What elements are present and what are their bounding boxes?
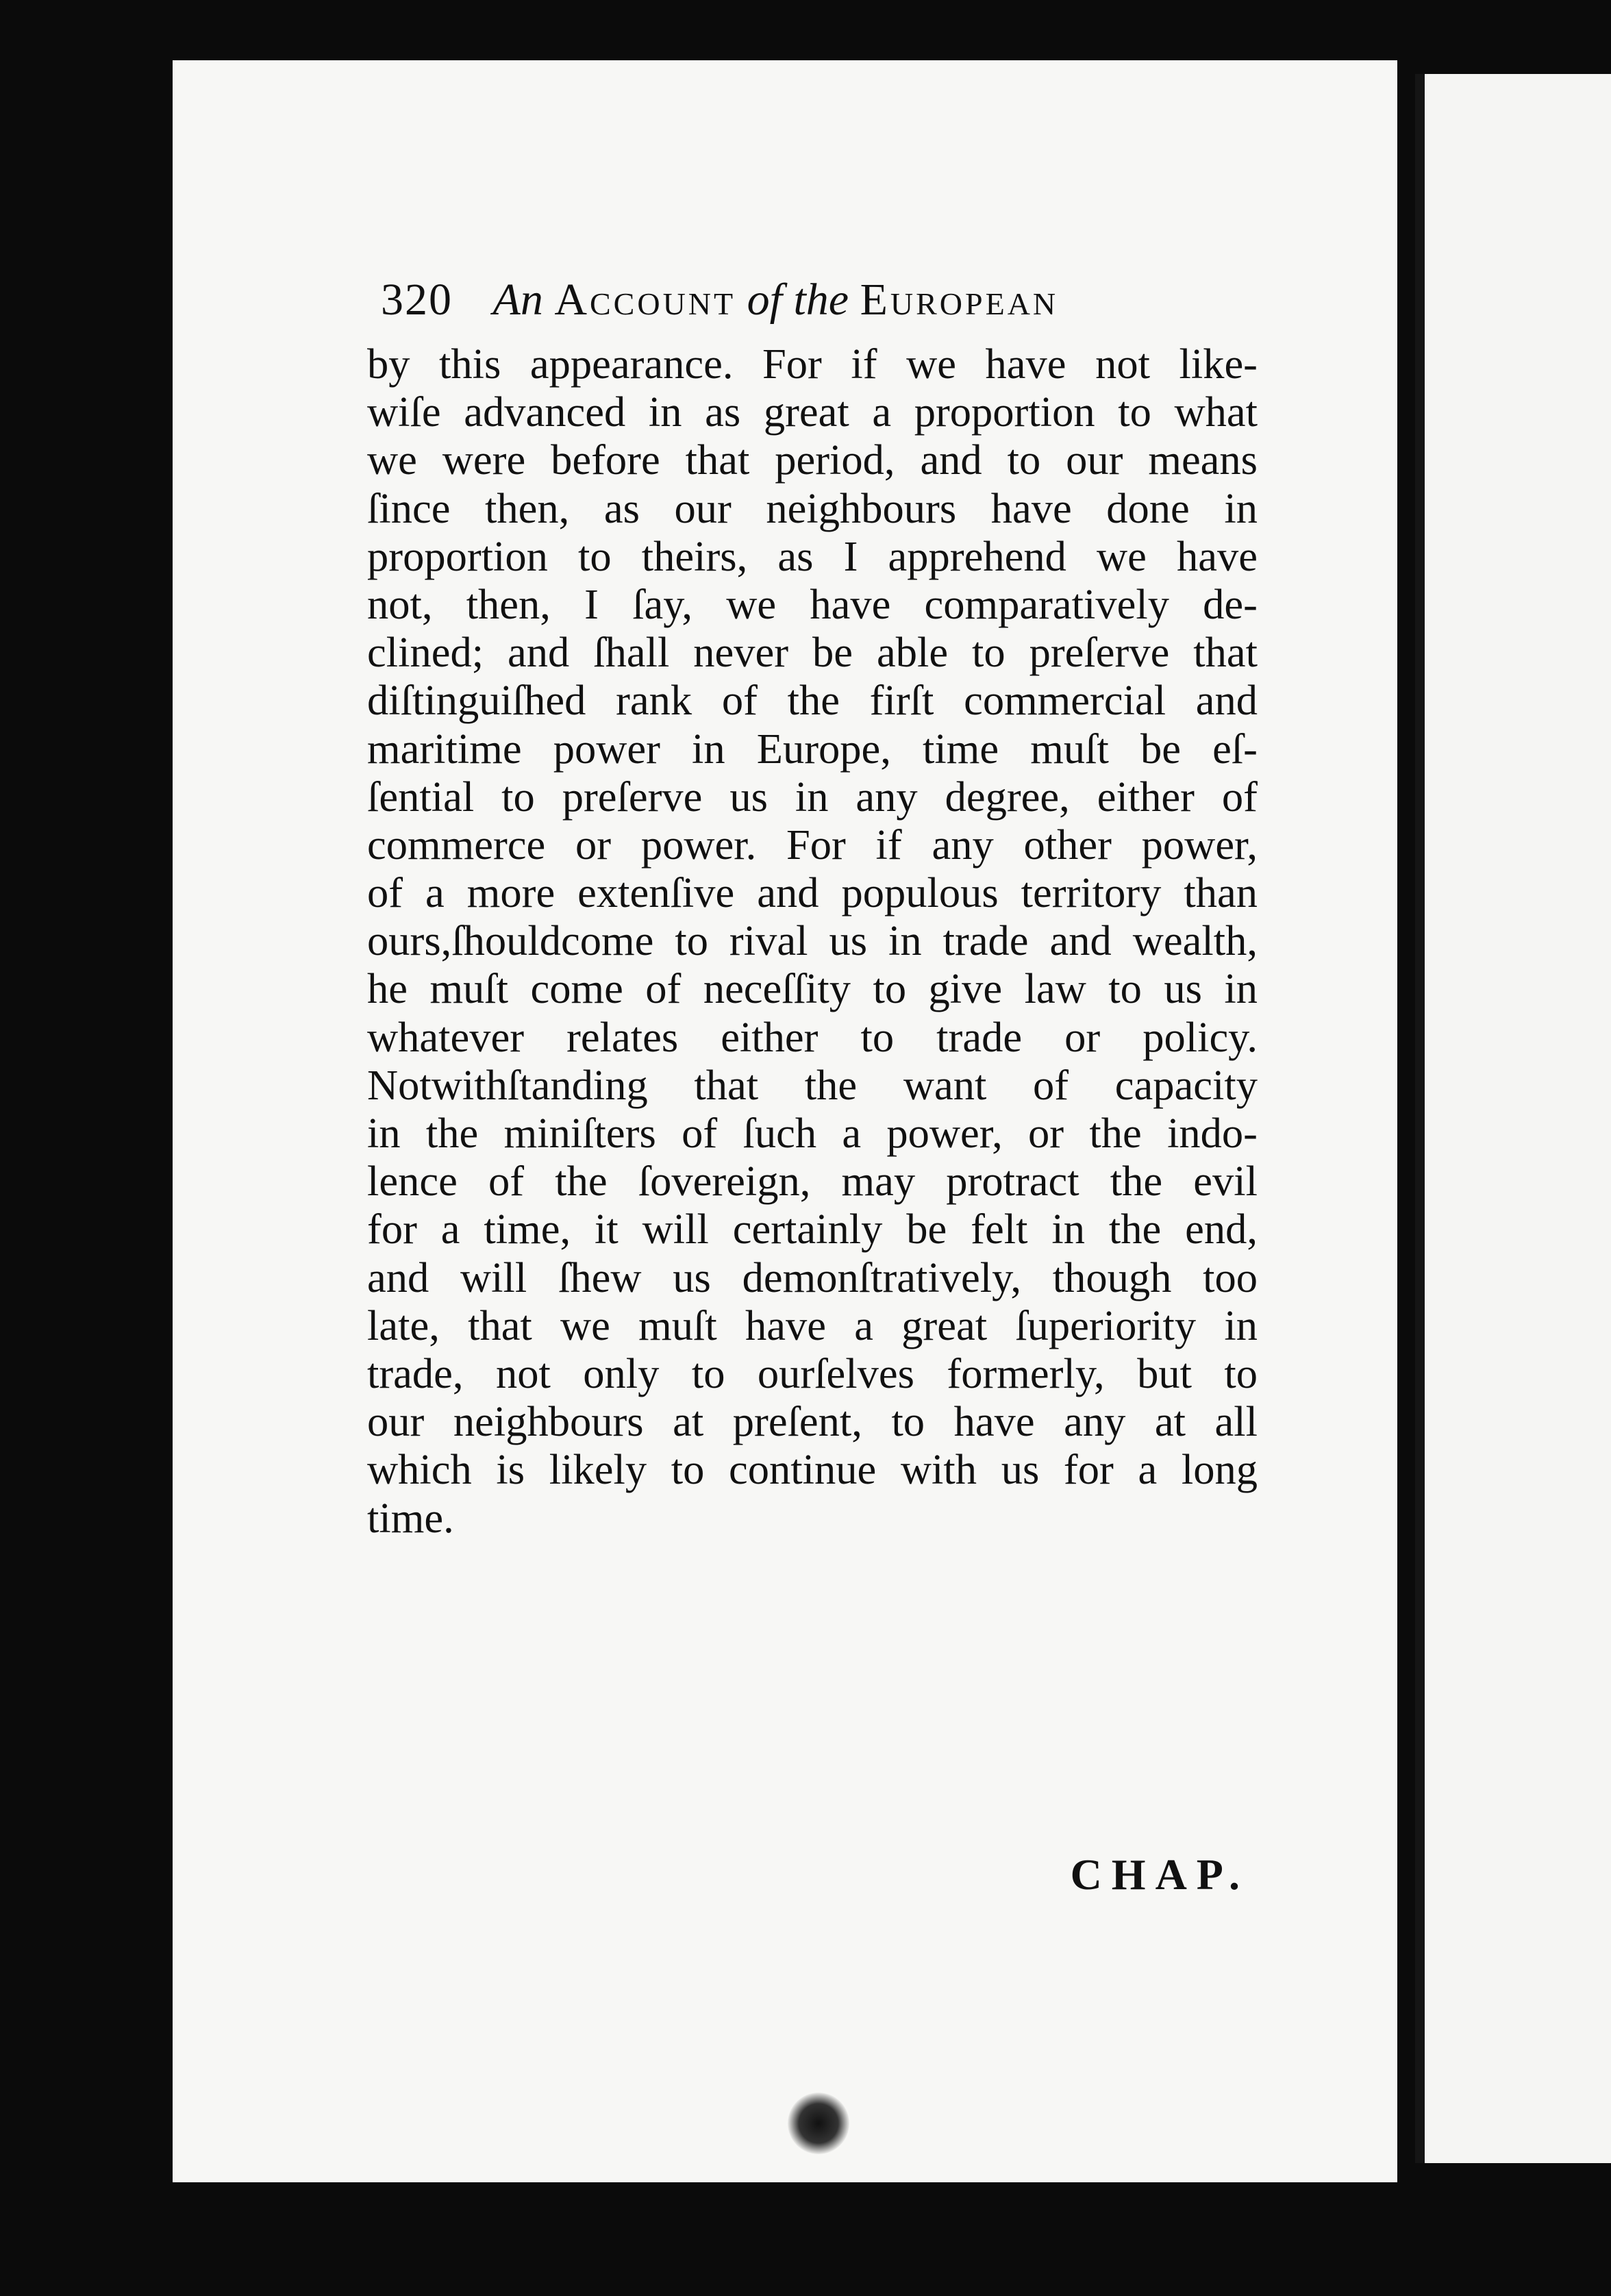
text-line: maritime power in Europe, time muſt be eſ- — [367, 724, 1258, 773]
text-line: ours,ſhouldcome to rival us in trade and wealth, — [367, 916, 1258, 965]
text-line: whatever relates either to trade or policy. — [367, 1012, 1258, 1061]
text-line: for a time, it will certainly be felt in the end, — [367, 1205, 1258, 1253]
text-line: lence of the ſovereign, may protract the evil — [367, 1157, 1258, 1206]
text-line: time. — [367, 1493, 454, 1542]
header-word-an: An — [492, 275, 543, 325]
text-line: trade, not only to ourſelves formerly, but to — [367, 1349, 1258, 1397]
header-word-of-the: of the — [747, 275, 849, 325]
text-line: he muſt come of neceſſity to give law to us in — [367, 964, 1258, 1013]
text-line: commerce or power. For if any other power, — [367, 820, 1258, 869]
text-line: proportion to theirs, as I apprehend we have — [367, 532, 1258, 580]
text-line: ſince then, as our neighbours have done in — [367, 484, 1258, 532]
text-line: we were before that period, and to our means — [367, 436, 1258, 484]
text-line: ſential to preſerve us in any degree, either of — [367, 772, 1258, 821]
text-line: in the miniſters of ſuch a power, or the indo- — [367, 1109, 1258, 1157]
text-line: of a more extenſive and populous territory than — [367, 869, 1258, 917]
page-number: 320 — [381, 275, 453, 325]
text-line: by this appearance. For if we have not like- — [367, 340, 1258, 388]
text-line: not, then, I ſay, we have comparatively de- — [367, 579, 1258, 628]
page-gutter — [1415, 74, 1425, 2163]
text-line: Notwithſtanding that the want of capacity — [367, 1060, 1258, 1109]
body-text — [367, 340, 1258, 1542]
text-line: and will ſhew us demonſtratively, though too — [367, 1253, 1258, 1301]
text-line: wiſe advanced in as great a proportion to what — [367, 388, 1258, 436]
text-line: clined; and ſhall never be able to preſerve that — [367, 628, 1258, 677]
facing-page — [1415, 74, 1611, 2163]
header-word-account: Account — [554, 275, 736, 325]
running-header — [381, 274, 1244, 349]
ink-blot — [788, 2093, 849, 2154]
text-line: late, that we muſt have a great ſuperiority in — [367, 1301, 1258, 1349]
text-line: our neighbours at preſent, to have any at all — [367, 1397, 1258, 1446]
text-line: which is likely to continue with us for a long — [367, 1445, 1258, 1494]
header-word-european: European — [860, 275, 1059, 325]
text-line: diſtinguiſhed rank of the firſt commercial and — [367, 676, 1258, 725]
catchword: CHAP. — [1070, 1850, 1249, 1899]
